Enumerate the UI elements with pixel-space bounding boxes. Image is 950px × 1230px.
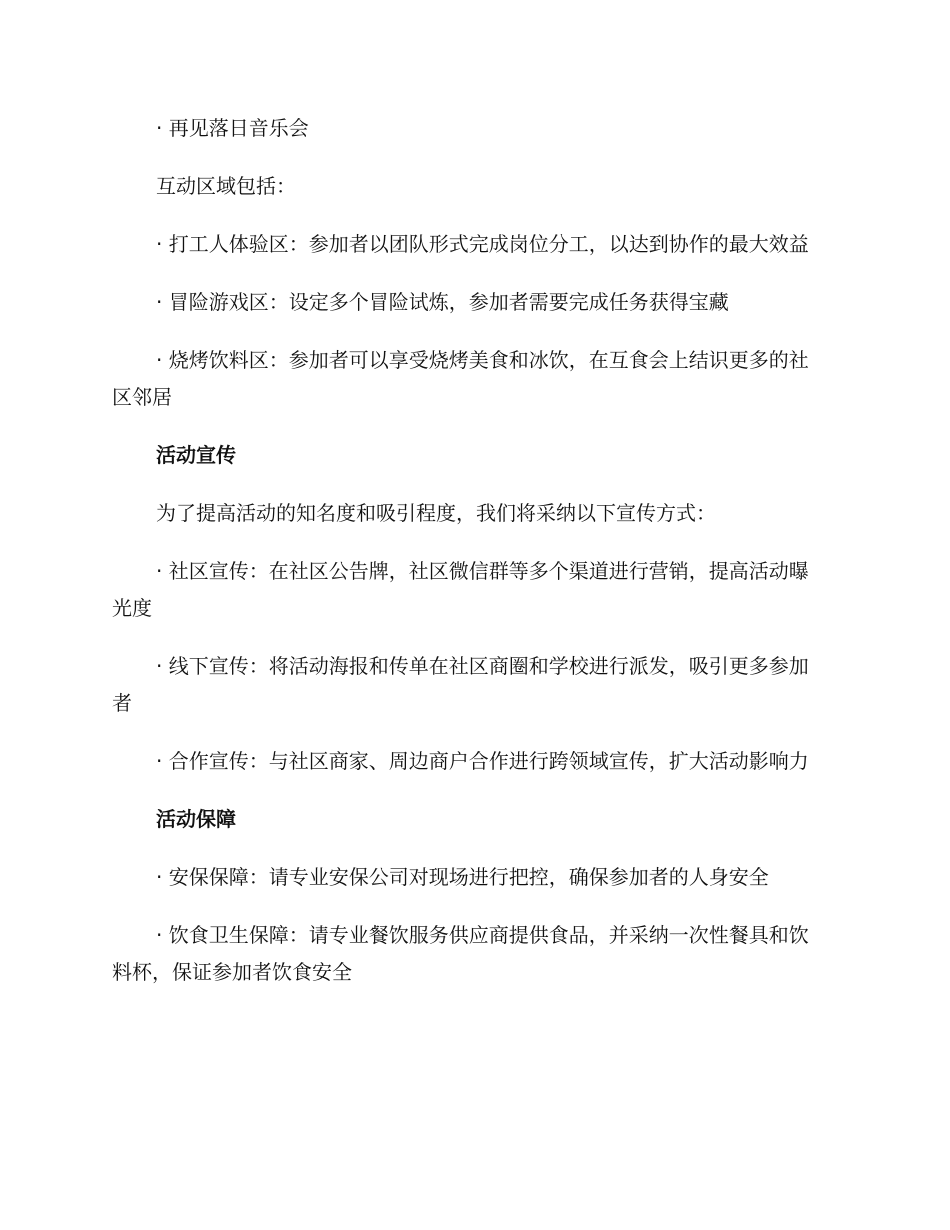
- document-page: [112, 110, 822, 1012]
- paragraph-adventure-game-zone: · 冒险游戏区：设定多个冒险试炼，参加者需要完成任务获得宝藏: [156, 290, 729, 314]
- paragraph-community-promotion: · 社区宣传：在社区公告牌，社区微信群等多个渠道进行营销，提高活动曝光度: [112, 559, 809, 620]
- paragraph-offline-promotion: · 线下宣传：将活动海报和传单在社区商圈和学校进行派发，吸引更多参加者: [112, 654, 809, 715]
- paragraph-promotion-intro: 为了提高活动的知名度和吸引程度，我们将采纳以下宣传方式：: [156, 501, 716, 525]
- heading-promotion: 活动宣传: [156, 443, 236, 467]
- paragraph-bbq-drinks-zone: · 烧烤饮料区：参加者可以享受烧烤美食和冰饮，在互食会上结识更多的社区邻居: [112, 348, 809, 409]
- paragraph-worker-experience-zone: · 打工人体验区：参加者以团队形式完成岗位分工，以达到协作的最大效益: [156, 232, 809, 256]
- paragraph-interactive-areas-intro: 互动区域包括：: [156, 174, 296, 198]
- paragraph-cooperative-promotion: · 合作宣传：与社区商家、周边商户合作进行跨领域宣传，扩大活动影响力: [156, 749, 809, 773]
- paragraph-food-hygiene-safeguard: · 饮食卫生保障：请专业餐饮服务供应商提供食品，并采纳一次性餐具和饮料杯，保证参加者饮食安全: [112, 923, 809, 984]
- heading-safeguards: 活动保障: [156, 807, 236, 831]
- paragraph-sunset-concert: · 再见落日音乐会: [156, 116, 309, 140]
- paragraph-security-safeguard: · 安保保障：请专业安保公司对现场进行把控，确保参加者的人身安全: [156, 865, 769, 889]
